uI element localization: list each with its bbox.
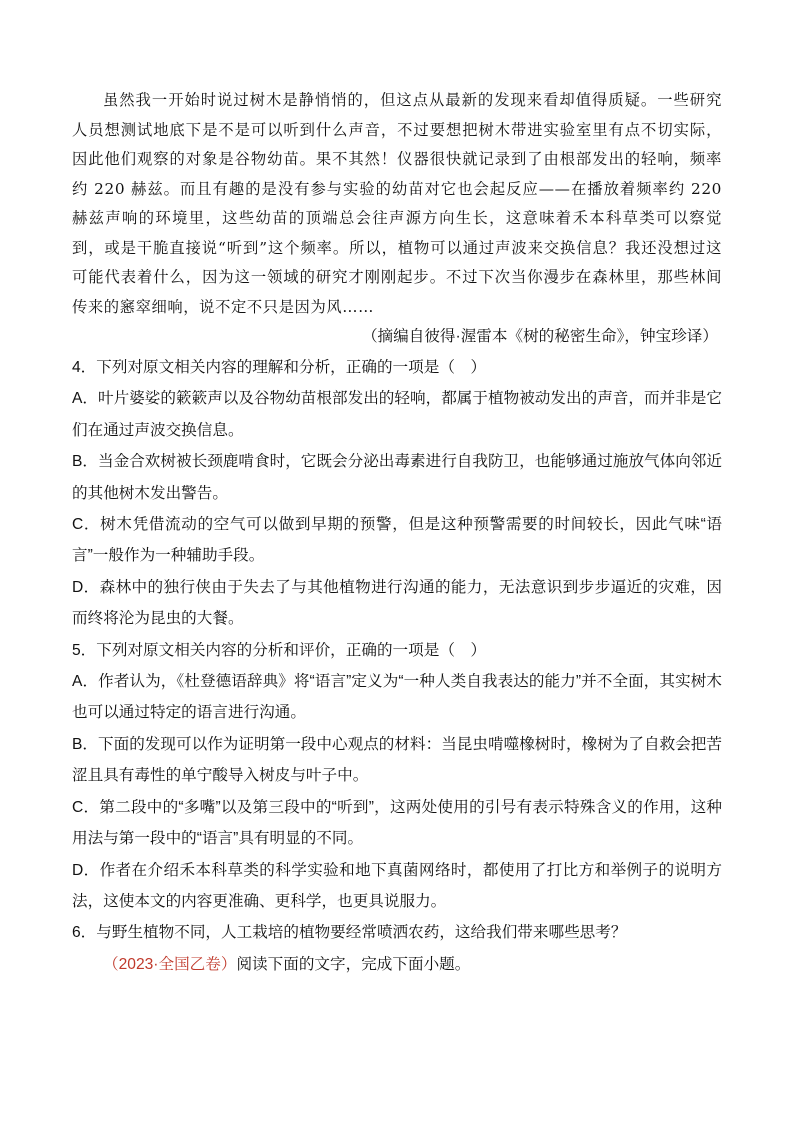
- passage-source: （摘编自彼得·渥雷本《树的秘密生命》，钟宝珍译）: [361, 328, 718, 345]
- next-section-instruction: 阅读下面的文字，完成下面小题。: [236, 955, 471, 973]
- next-section-intro: [72, 949, 722, 980]
- question-6: [72, 917, 722, 948]
- question-5-option-b: B．下面的发现可以作为证明第一段中心观点的材料：当昆虫啃噬橡树时，橡树为了自救会把苦涩且具有毒性的单宁酸导入树皮与叶子中。: [72, 735, 722, 785]
- question-4-option-d: D．森林中的独行侠由于失去了与其他植物进行沟通的能力，无法意识到步步逼近的灾难，因而终将沦为昆虫的大餐。: [72, 578, 722, 628]
- question-5: [72, 635, 722, 918]
- question-5-option-d: D．作者在介绍禾本科草类的科学实验和地下真菌网络时，都使用了打比方和举例子的说明方法，这使本文的内容更准确、更科学，也更具说服力。: [72, 861, 722, 910]
- question-4-option-a: A．叶片婆娑的簌簌声以及谷物幼苗根部发出的轻响，都属于植物被动发出的声音，而并非是它们在通过声波交换信息。: [72, 390, 722, 439]
- passage-paragraph: 虽然我一开始时说过树木是静悄悄的，但这点从最新的发现来看却值得质疑。一些研究人员想测试地底下是不是可以听到什么声音，不过要想把树木带进实验室里有点不切实际，因此他们观察的对象是谷物幼苗。果不其然！仪器很快就记录到了由根部发出的轻响，频率约 220 赫兹。而且有趣的是没有参与实验的幼苗对它也会起反应——在播放着频率约 220 赫兹声响的环境里，这些幼苗的顶端总会往声源方向生长，这意味着禾本科草类可以察觉到，或是干脆直接说“听到”这个频率。所以，植物可以通过声波来交换信息？我还没想过这可能代表着什么，因为这一领域的研究才刚刚起步。不过下次当你漫步在森林里，那些林间传来的窸窣细响，说不定不只是因为风……: [72, 91, 722, 316]
- question-4: [72, 352, 722, 635]
- question-5-option-a: A．作者认为，《杜登德语辞典》将“语言”定义为“一种人类自我表达的能力”并不全面，其实树木也可以通过特定的语言进行沟通。: [72, 673, 722, 722]
- question-4-stem: 4．下列对原文相关内容的理解和分析，正确的一项是（ ）: [72, 359, 487, 376]
- document-page: [72, 86, 722, 980]
- question-4-option-b: B．当金合欢树被长颈鹿啃食时，它既会分泌出毒素进行自我防卫，也能够通过施放气体向邻近的其他树木发出警告。: [72, 453, 722, 502]
- question-5-option-c: C．第二段中的“多嘴”以及第三段中的“听到”，这两处使用的引号有表示特殊含义的作用，这种用法与第一段中的“语言”具有明显的不同。: [72, 798, 722, 848]
- question-6-stem: 6．与野生植物不同，人工栽培的植物要经常喷洒农药，这给我们带来哪些思考？: [72, 924, 627, 942]
- exam-source-tag: （2023·全国乙卷）: [103, 955, 237, 973]
- question-5-stem: 5．下列对原文相关内容的分析和评价，正确的一项是（ ）: [72, 641, 487, 659]
- question-4-option-c: C．树木凭借流动的空气可以做到早期的预警，但是这种预警需要的时间较长，因此气味“语言”一般作为一种辅助手段。: [72, 516, 722, 565]
